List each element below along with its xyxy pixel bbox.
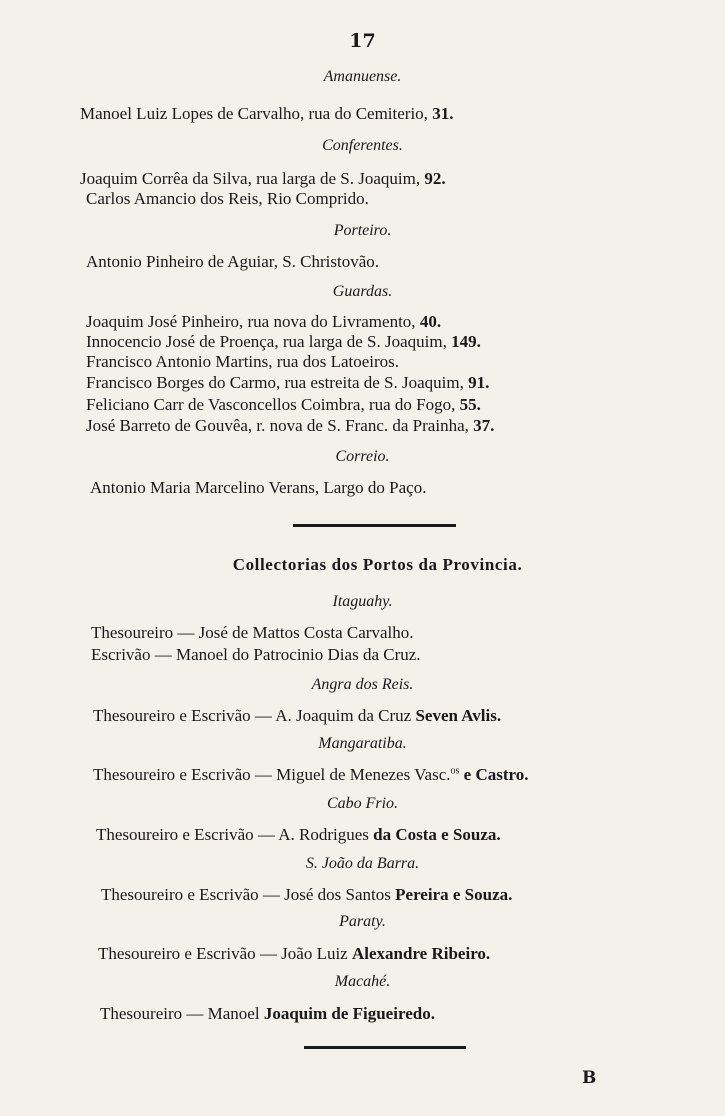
entry-line: Thesoureiro — Manoel Joaquim de Figueiredo. (100, 1004, 435, 1023)
heading-mangaratiba: Mangaratiba. (318, 735, 407, 752)
entry-line: Thesoureiro e Escrivão — Miguel de Menezes Vasc.$^{os}$ e Castro. (93, 765, 529, 784)
heading-guardas: Guardas. (332, 283, 393, 300)
entry-line: Escrivão — Manoel do Patrocinio Dias da Cruz. (91, 645, 421, 664)
entry-line: Francisco Antonio Martins, rua dos Latoeiros. (86, 352, 400, 371)
divider-rule (304, 1046, 466, 1049)
heading-porteiro: Porteiro. (333, 222, 392, 239)
entry-line: Thesoureiro e Escrivão — A. Rodrigues da Costa e Souza. (96, 825, 501, 844)
heading-sao-joao: S. João da Barra. (305, 855, 420, 872)
entry-line: Thesoureiro — José de Mattos Costa Carvalho. (91, 623, 414, 642)
entry-line: José Barreto de Gouvêa, r. nova de S. Franc. da Prainha, 37. (86, 416, 495, 435)
entry-line: Francisco Borges do Carmo, rua estreita de S. Joaquim, 91. (86, 373, 490, 392)
entry-line: Manoel Luiz Lopes de Carvalho, rua do Cemiterio, 31. (80, 104, 454, 123)
heading-amanuense: Amanuense. (323, 68, 402, 85)
page-number: 17 (349, 30, 376, 52)
entry-line: Innocencio José de Proença, rua larga de S. Joaquim, 149. (86, 332, 481, 351)
entry-line: Thesoureiro e Escrivão — João Luiz Alexandre Ribeiro. (98, 944, 491, 963)
entry-line: Feliciano Carr de Vasconcellos Coimbra, rua do Fogo, 55. (86, 395, 481, 414)
heading-macahe: Macahé. (334, 973, 391, 990)
heading-cabo-frio: Cabo Frio. (326, 795, 399, 812)
entry-line: Thesoureiro e Escrivão — A. Joaquim da Cruz Seven Avlis. (93, 706, 502, 725)
signature-mark: B (582, 1068, 597, 1088)
section-title: Collectorias dos Portos da Provincia. (232, 555, 523, 574)
entry-line: Joaquim José Pinheiro, rua nova do Livramento, 40. (86, 312, 442, 331)
heading-conferentes: Conferentes. (322, 137, 403, 154)
heading-itaguahy: Itaguahy. (332, 593, 393, 610)
divider-rule (293, 524, 456, 527)
heading-paraty: Paraty. (339, 913, 386, 930)
entry-line: Carlos Amancio dos Reis, Rio Comprido. (86, 189, 369, 208)
heading-angra: Angra dos Reis. (311, 676, 414, 693)
entry-line: Joaquim Corrêa da Silva, rua larga de S. Joaquim, 92. (80, 169, 446, 188)
heading-correio: Correio. (335, 448, 390, 465)
entry-line: Antonio Maria Marcelino Verans, Largo do Paço. (90, 478, 427, 497)
entry-line: Antonio Pinheiro de Aguiar, S. Christovão. (86, 252, 380, 271)
entry-line: Thesoureiro e Escrivão — José dos Santos Pereira e Souza. (101, 885, 513, 904)
